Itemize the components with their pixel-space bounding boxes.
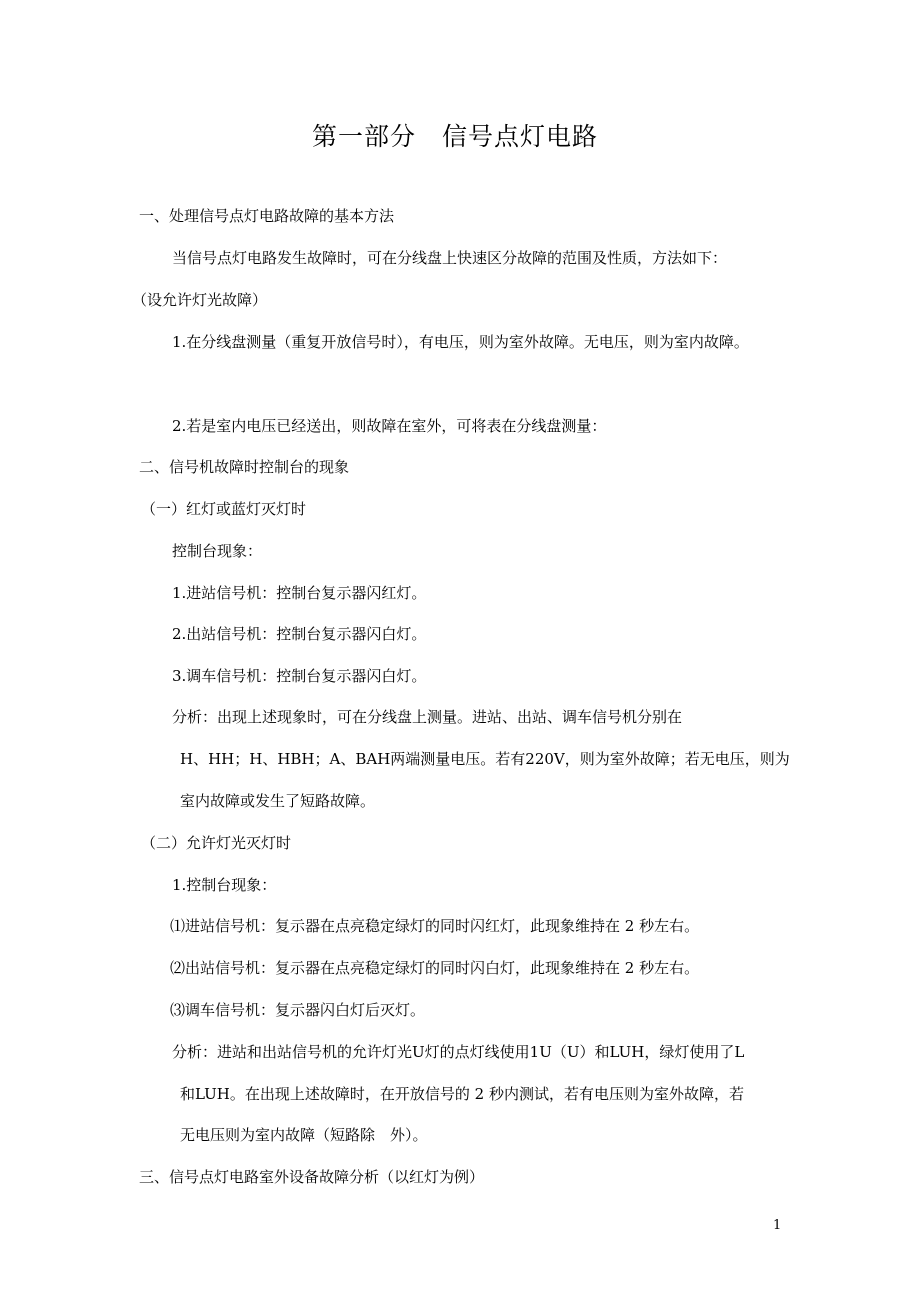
paragraph-line: 分析：出现上述现象时，可在分线盘上测量。进站、出站、调车信号机分别在 <box>172 708 683 726</box>
paragraph-line: 1.在分线盘测量（重复开放信号时），有电压，则为室外故障。无电压，则为室内故障。 <box>172 333 749 351</box>
paragraph-line: 分析：进站和出站信号机的允许灯光U灯的点灯线使用1U（U）和LUH，绿灯使用了L <box>172 1043 745 1061</box>
paragraph-line: 和LUH。在出现上述故障时，在开放信号的 2 秒内测试，若有电压则为室外故障，若 <box>180 1085 744 1103</box>
paragraph-line: H、HH；H、HBH；A、BAH两端测量电压。若有220V，则为室外故障；若无电压，则为 <box>180 750 790 768</box>
paragraph-line: 无电压则为室内故障（短路除 外）。 <box>180 1126 428 1144</box>
paragraph-line: 2.若是室内电压已经送出，则故障在室外，可将表在分线盘测量： <box>172 417 607 435</box>
list-item: ⑶调车信号机：复示器闪白灯后灭灯。 <box>170 1001 426 1019</box>
list-item: ⑴进站信号机：复示器在点亮稳定绿灯的同时闪红灯，此现象维持在 2 秒左右。 <box>170 917 700 935</box>
section-heading-1: 一、处理信号点灯电路故障的基本方法 <box>139 207 395 225</box>
list-item: 2.出站信号机：控制台复示器闪白灯。 <box>172 625 427 643</box>
paragraph-line: （设允许灯光故障） <box>132 291 268 309</box>
section-heading-2: 二、信号机故障时控制台的现象 <box>139 458 350 476</box>
subsection-heading: （一）红灯或蓝灯灭灯时 <box>141 500 307 518</box>
page-number: 1 <box>773 1218 782 1233</box>
paragraph-line: 当信号点灯电路发生故障时，可在分线盘上快速区分故障的范围及性质，方法如下： <box>172 249 728 267</box>
subsection-heading: （二）允许灯光灭灯时 <box>141 834 292 852</box>
paragraph-line: 室内故障或发生了短路故障。 <box>180 792 376 810</box>
list-item: 1.控制台现象： <box>172 876 277 894</box>
section-heading-3: 三、信号点灯电路室外设备故障分析（以红灯为例） <box>139 1168 485 1186</box>
page-title: 第一部分 信号点灯电路 <box>311 122 598 151</box>
list-item: 1.进站信号机：控制台复示器闪红灯。 <box>172 584 427 602</box>
list-item: ⑵出站信号机：复示器在点亮稳定绿灯的同时闪白灯，此现象维持在 2 秒左右。 <box>170 959 700 977</box>
list-item: 3.调车信号机：控制台复示器闪白灯。 <box>172 667 427 685</box>
paragraph-line: 控制台现象： <box>172 542 263 560</box>
